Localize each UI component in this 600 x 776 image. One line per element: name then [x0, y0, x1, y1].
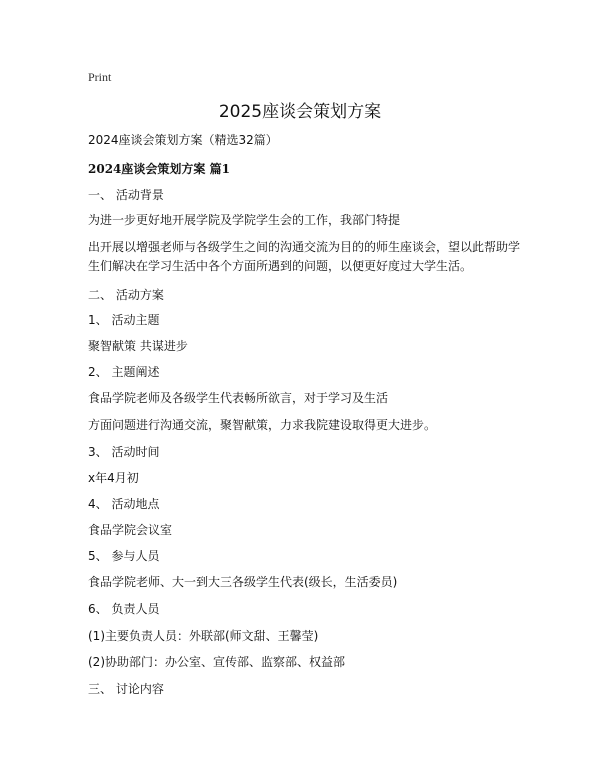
paragraph: x年4月初: [88, 471, 139, 485]
paragraph: 出开展以增强老师与各级学生之间的沟通交流为目的的师生座谈会，望以此帮助学生们解决在学习生活中各个方面所遇到的问题，以便更好度过大学生活。: [88, 240, 521, 273]
paragraph: 三、 讨论内容: [88, 682, 164, 696]
document-title: 2025座谈会策划方案: [218, 102, 382, 122]
paragraph: 一、 活动背景: [88, 188, 164, 202]
paragraph: 为进一步更好地开展学院及学院学生会的工作，我部门特提: [88, 213, 401, 227]
paragraph: 1、 活动主题: [88, 313, 160, 327]
paragraph: 4、 活动地点: [88, 497, 160, 511]
paragraph: 5、 参与人员: [88, 549, 160, 563]
paragraph: 3、 活动时间: [88, 445, 160, 459]
print-label: Print: [88, 70, 112, 84]
paragraph: 食品学院会议室: [88, 523, 173, 537]
paragraph: 二、 活动方案: [88, 288, 164, 302]
paragraph: (1)主要负责人员：外联部(师文甜、王馨莹): [88, 629, 319, 643]
paragraph: 食品学院老师及各级学生代表畅所欲言，对于学习及生活: [88, 391, 389, 405]
paragraph: 6、 负责人员: [88, 602, 160, 616]
paragraph: 2、 主题阐述: [88, 365, 160, 379]
paragraph: 方面问题进行沟通交流，聚智献策，力求我院建设取得更大进步。: [88, 418, 437, 432]
document-subtitle: 2024座谈会策划方案（精选32篇）: [88, 133, 278, 147]
paragraph: 食品学院老师、大一到大三各级学生代表(级长，生活委员): [88, 575, 398, 589]
paragraph: 聚智献策 共谋进步: [88, 339, 188, 353]
paragraph: (2)协助部门：办公室、宣传部、监察部、权益部: [88, 655, 345, 669]
section-heading: 2024座谈会策划方案 篇1: [88, 162, 230, 176]
